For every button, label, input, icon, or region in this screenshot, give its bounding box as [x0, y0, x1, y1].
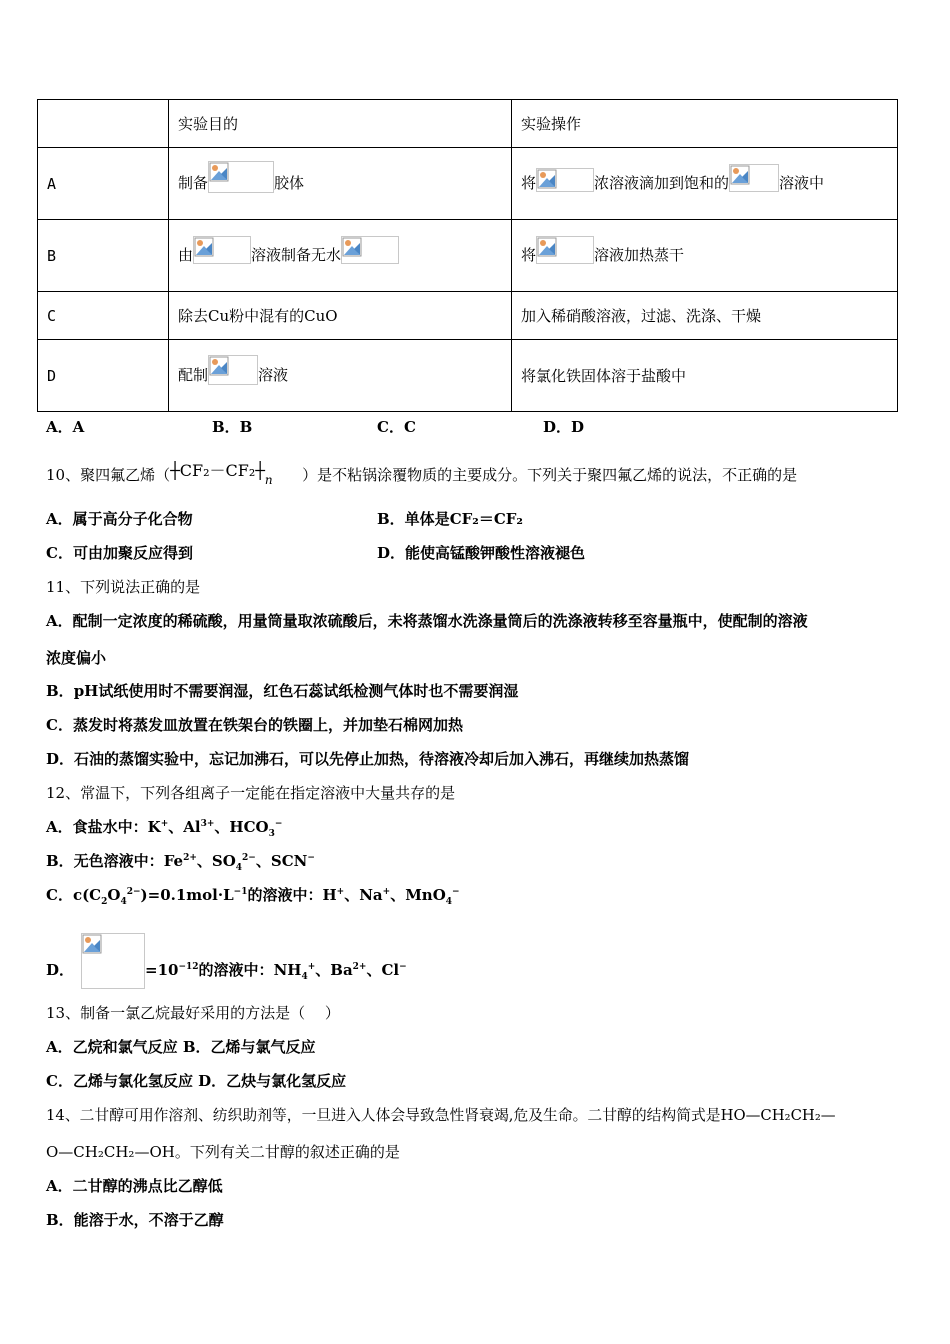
operation-text: 溶液中 [779, 173, 825, 192]
option-ions: K+、$Al^{3+}$、$HCO_3^-$ [147, 818, 283, 839]
row-label: B [38, 220, 169, 292]
formula-image-placeholder [208, 161, 274, 193]
table-row [38, 148, 898, 220]
q14-option-b[interactable]: B．能溶于水，不溶于乙醇 [46, 1211, 224, 1229]
formula-image-placeholder [341, 236, 399, 264]
q14-option-a[interactable]: A．二甘醇的沸点比乙醇低 [46, 1177, 223, 1195]
option-text: B．无色溶液中： [46, 852, 164, 870]
broken-image-icon [537, 169, 557, 189]
row-purpose [169, 220, 512, 292]
q13-stem: 13、制备一氯乙烷最好采用的方法是（ ） [46, 1004, 340, 1022]
option-formula: CF₂＝CF₂ [449, 510, 524, 528]
formula-image-placeholder [536, 236, 594, 264]
option-text: A．属于高分子化合物 [46, 510, 193, 528]
option-text: B． [46, 682, 74, 700]
q12-option-b[interactable] [46, 850, 315, 871]
table-header-row [38, 100, 898, 148]
option-ions: $Fe^{2+}$、$SO_4^{2-}$、SCN− [163, 852, 315, 873]
q11-option-c[interactable]: C．蒸发时将蒸发皿放置在铁架台的铁圈上，并加垫石棉网加热 [46, 716, 463, 734]
ptfe-formula-n: n [264, 473, 273, 487]
row-operation [512, 220, 898, 292]
option-ions: H+、Na+、MnO$_4$− [322, 886, 460, 907]
q10-option-d[interactable]: D．能使高锰酸钾酸性溶液褪色 [377, 544, 586, 562]
operation-text: 溶液加热蒸干 [594, 245, 685, 264]
formula-image-placeholder [536, 168, 594, 192]
row-operation: 加入稀硝酸溶液，过滤、洗涤、干燥 [512, 292, 898, 340]
option-text: pH [73, 682, 99, 700]
q9-option-c[interactable]: C．C [377, 418, 416, 436]
q12-option-a[interactable] [46, 816, 282, 837]
purpose-text: 溶液制备无水 [251, 245, 342, 264]
option-text: C． [46, 886, 73, 904]
option-ions: $NH_4^+$、$Ba^{2+}$、Cl− [273, 961, 407, 982]
option-formula: $=10^{-12}$ [145, 961, 199, 979]
q10-option-a[interactable] [46, 508, 193, 529]
q13-options-cd[interactable]: C．乙烯与氯化氢反应 D．乙炔与氯化氢反应 [46, 1072, 347, 1090]
row-operation: 将氯化铁固体溶于盐酸中 [512, 340, 898, 412]
row-operation [512, 148, 898, 220]
option-text: 的溶液中： [247, 886, 323, 904]
header-cell-empty [38, 100, 169, 148]
broken-image-icon [537, 237, 557, 257]
broken-image-icon [730, 165, 750, 185]
broken-image-icon [82, 934, 102, 954]
broken-image-icon [209, 162, 229, 182]
ptfe-formula: $┼CF_2-CF_2┼_n$ [170, 461, 273, 487]
purpose-text: 配制 [178, 365, 209, 384]
q12-stem: 12、常温下，下列各组离子一定能在指定溶液中大量共存的是 [46, 784, 456, 802]
header-purpose: 实验目的 [169, 100, 512, 148]
table-row [38, 292, 898, 340]
option-text: B．单体是 [377, 510, 450, 528]
broken-image-icon [342, 237, 362, 257]
q10-stem-text: 10、聚四氟乙烯（ [46, 466, 171, 484]
q11-stem: 11、下列说法正确的是 [46, 578, 201, 596]
formula-image-placeholder [208, 355, 258, 385]
q12-option-c[interactable] [46, 884, 460, 905]
table-row [38, 340, 898, 412]
purpose-text: 由 [178, 245, 194, 264]
formula-image-placeholder [729, 164, 779, 192]
row-label: A [38, 148, 169, 220]
q14-stem: 14、二甘醇可用作溶剂、纺织助剂等，一旦进入人体会导致急性肾衰竭,危及生命。二甘醇的结构简式是HO—CH₂CH₂— [46, 1107, 836, 1124]
option-formula: $c(C_2O_4^{2-})=0.1mol\cdot L^{-1}$ [72, 886, 248, 907]
q12-option-d[interactable] [46, 943, 407, 999]
q9-option-d[interactable]: D．D [543, 418, 585, 436]
option-text: D． [46, 961, 75, 979]
operation-text: 浓溶液滴加到饱和的 [594, 173, 730, 192]
q10-option-c[interactable]: C．可由加聚反应得到 [46, 544, 193, 562]
q11-option-a[interactable]: A．配制一定浓度的稀硫酸，用量筒量取浓硫酸后，未将蒸馏水洗涤量筒后的洗涤液转移至容量瓶中，使配制的溶液 [46, 612, 808, 630]
broken-image-icon [209, 356, 229, 376]
q9-option-b[interactable]: B．B [212, 418, 253, 436]
q10-stem-text: ）是不粘锅涂覆物质的主要成分。下列关于聚四氟乙烯的说法，不正确的是 [302, 466, 798, 484]
q11-option-a-cont: 浓度偏小 [46, 649, 107, 667]
broken-image-icon [194, 237, 214, 257]
experiment-table [37, 99, 898, 412]
q10-stem [46, 462, 797, 485]
operation-text: 将 [521, 173, 537, 192]
q13-options-ab[interactable]: A．乙烷和氯气反应 B．乙烯与氯气反应 [46, 1038, 316, 1056]
row-purpose: 除去Cu粉中混有的CuO [169, 292, 512, 340]
row-label: C [38, 292, 169, 340]
row-purpose [169, 340, 512, 412]
option-text: 试纸使用时不需要润湿，红色石蕊试纸检测气体时也不需要润湿 [98, 682, 519, 700]
ptfe-formula-text: CF₂－CF₂ [179, 461, 256, 480]
row-label: D [38, 340, 169, 412]
option-text: 的溶液中： [198, 961, 274, 979]
formula-image-placeholder [81, 933, 145, 989]
q10-option-b[interactable] [377, 508, 523, 529]
table-row [38, 220, 898, 292]
purpose-text: 制备 [178, 173, 209, 192]
operation-text: 将 [521, 245, 537, 264]
header-operation: 实验操作 [512, 100, 898, 148]
q11-option-b[interactable] [46, 680, 518, 701]
purpose-text: 胶体 [274, 173, 305, 192]
row-purpose [169, 148, 512, 220]
q14-stem-cont: O—CH₂CH₂—OH。下列有关二甘醇的叙述正确的是 [46, 1143, 400, 1161]
purpose-text: 溶液 [258, 365, 289, 384]
q11-option-d[interactable]: D．石油的蒸馏实验中，忘记加沸石，可以先停止加热，待溶液冷却后加入沸石，再继续加热蒸馏 [46, 750, 690, 768]
option-text: A．食盐水中： [46, 818, 148, 836]
formula-image-placeholder [193, 236, 251, 264]
q9-option-a[interactable]: A．A [46, 418, 85, 436]
